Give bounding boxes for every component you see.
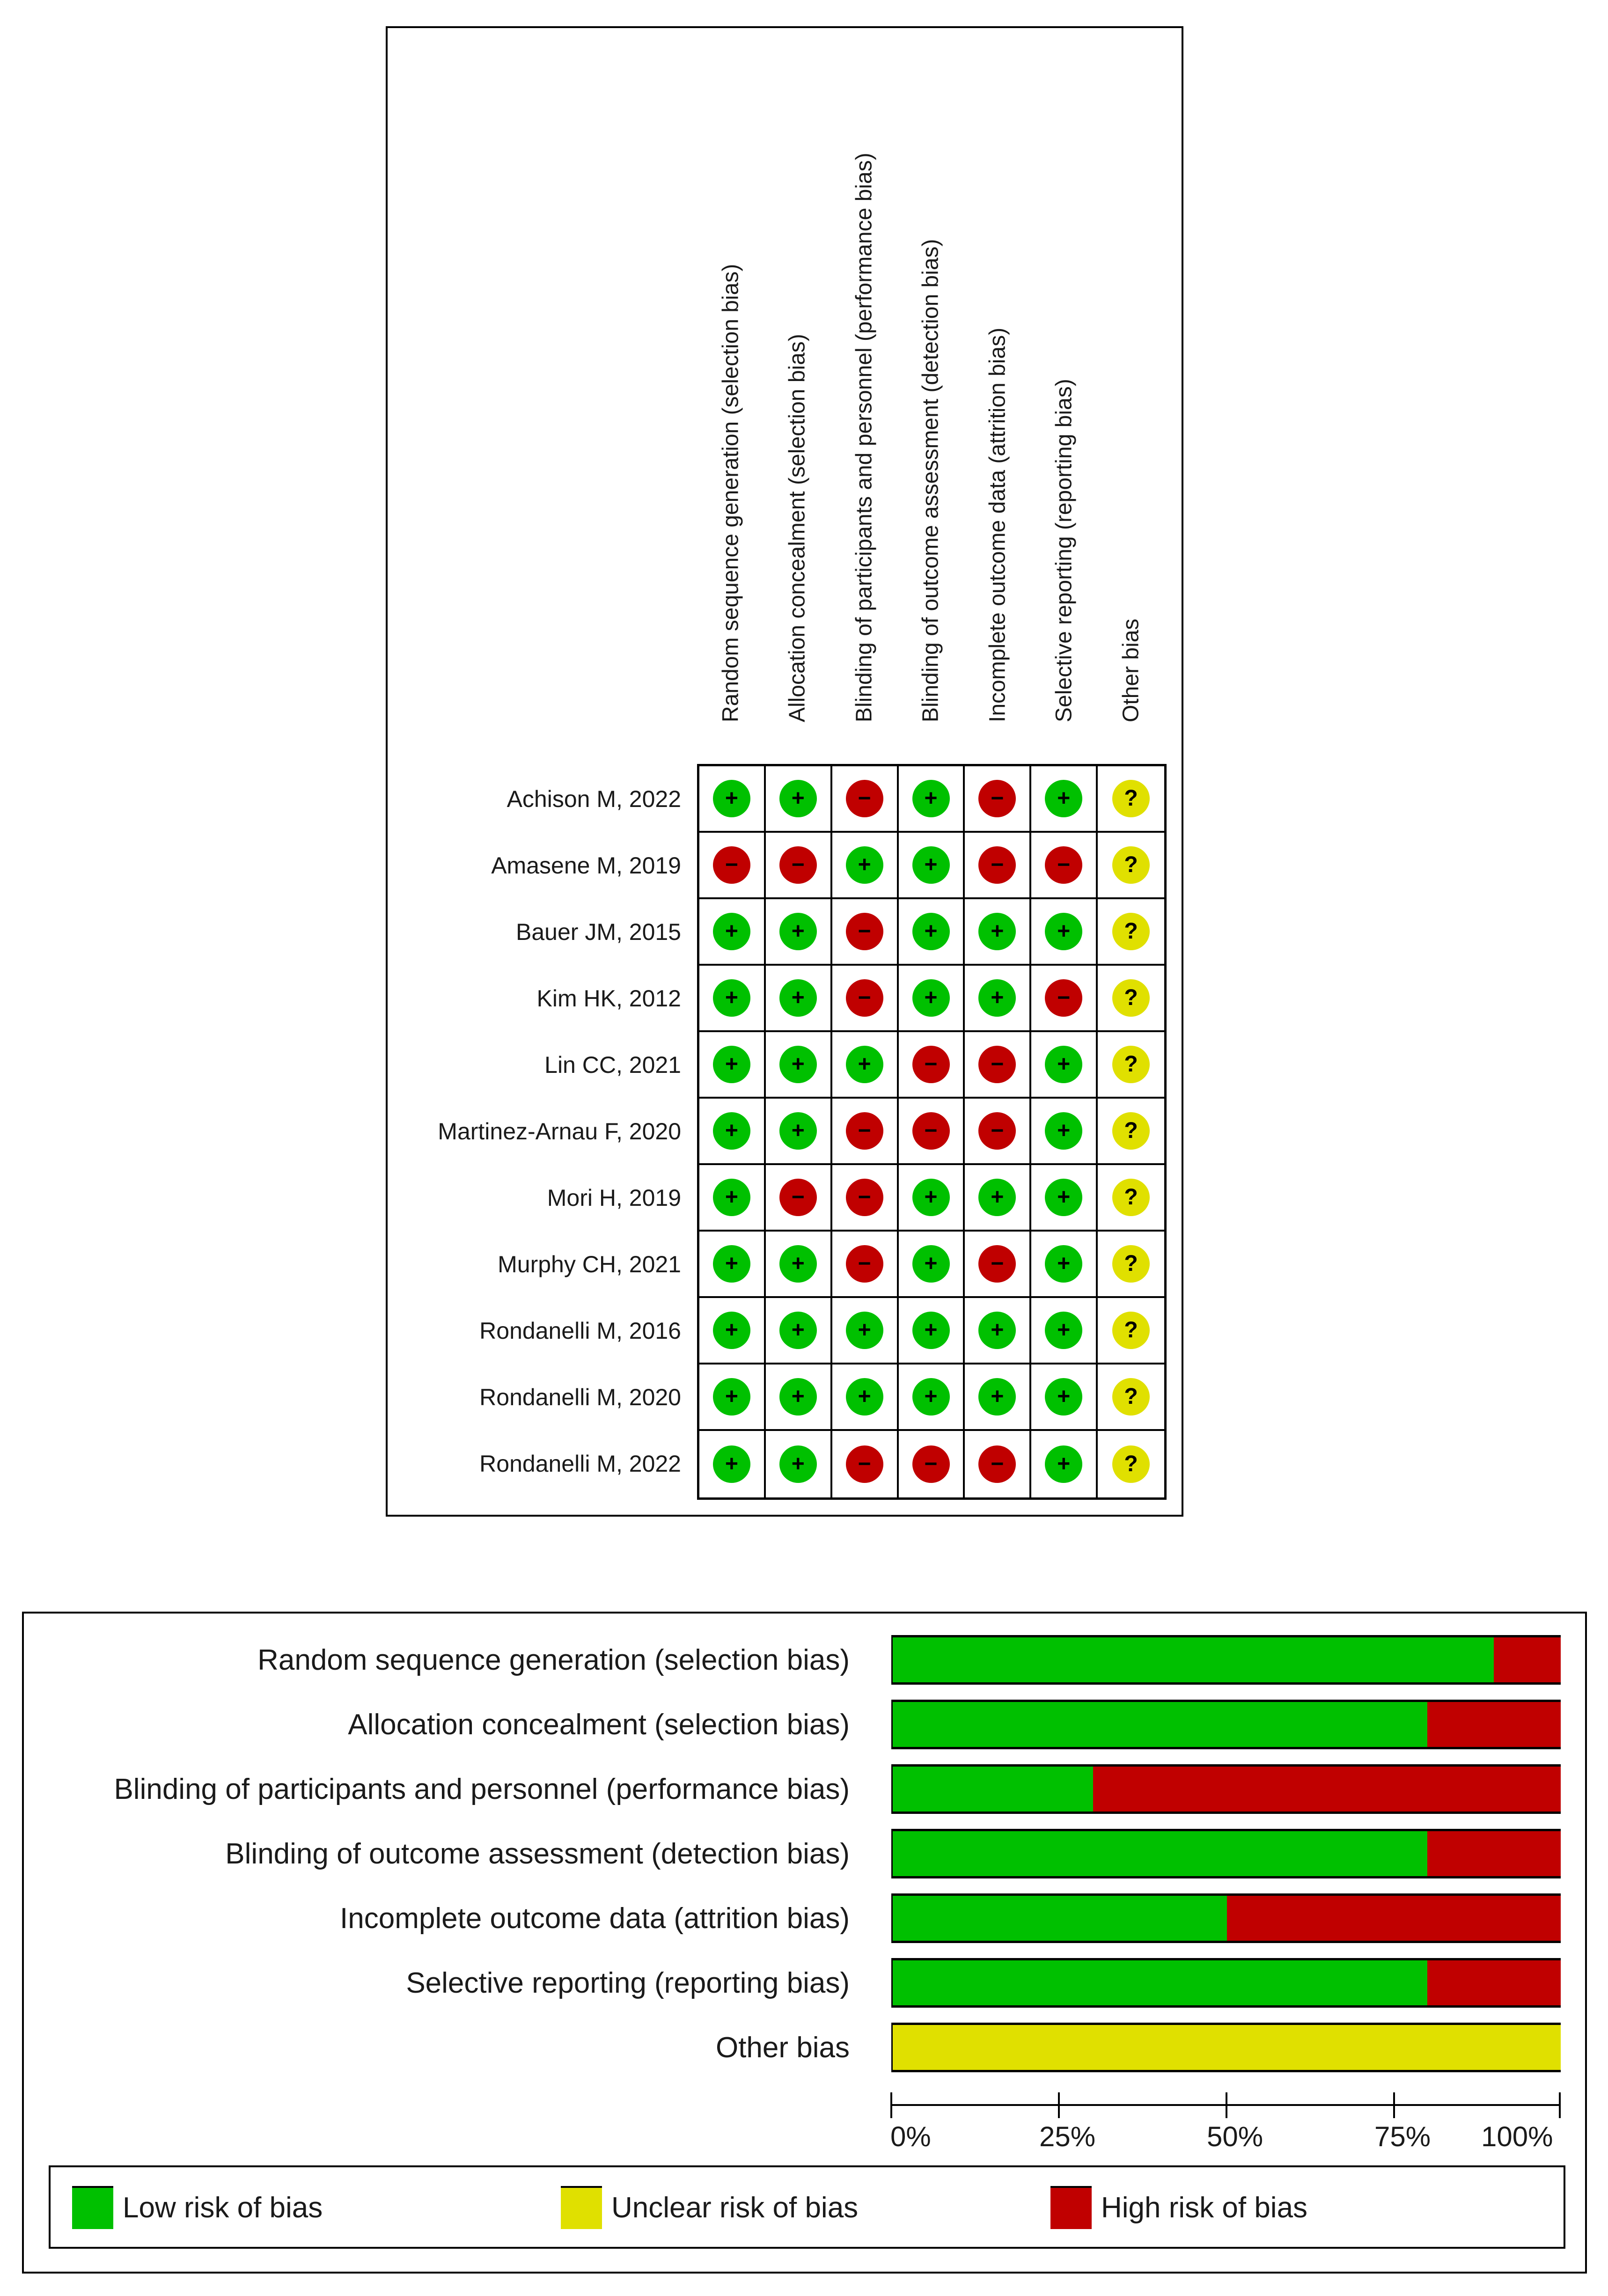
legend-item-high (1050, 2186, 1307, 2229)
low-risk-icon: + (978, 979, 1016, 1017)
unclear-risk-icon: ? (1112, 1245, 1150, 1283)
domain-header-label: Random sequence generation (selection bias) (718, 264, 743, 722)
bar-label: Blinding of participants and personnel (performance bias) (114, 1773, 850, 1805)
grid-cell (832, 1032, 899, 1099)
study-label: Mori H, 2019 (547, 1185, 681, 1211)
low-risk-icon: + (978, 913, 1016, 950)
study-label: Rondanelli M, 2022 (479, 1451, 681, 1477)
stacked-bar (891, 1700, 1561, 1749)
low-risk-swatch (72, 2186, 113, 2229)
unclear-risk-icon: ? (1112, 1378, 1150, 1416)
low-risk-icon: + (713, 1312, 750, 1349)
grid-cell (1098, 1032, 1164, 1099)
low-risk-icon: + (912, 1179, 950, 1216)
low-risk-icon: + (1045, 1245, 1082, 1283)
grid-cell (1098, 1099, 1164, 1165)
unclear-risk-icon: ? (1112, 780, 1150, 817)
high-risk-segment (1227, 1896, 1561, 1941)
low-risk-icon: + (779, 1445, 817, 1483)
grid-cell (899, 1232, 965, 1298)
grid-cell (699, 1364, 766, 1431)
low-risk-icon: + (1045, 780, 1082, 817)
low-risk-icon: + (912, 1312, 950, 1349)
grid-cell (832, 966, 899, 1032)
bar-label: Allocation concealment (selection bias) (348, 1709, 850, 1741)
grid-cell (766, 1232, 832, 1298)
grid-cell (766, 1099, 832, 1165)
x-tick-label: 50% (1207, 2121, 1263, 2152)
stacked-bar (891, 1958, 1561, 2008)
grid-cell (899, 1364, 965, 1431)
x-tick-label: 0% (890, 2121, 931, 2152)
grid-cell (965, 899, 1031, 966)
low-risk-icon: + (779, 913, 817, 950)
low-risk-icon: + (912, 1378, 950, 1416)
study-label: Bauer JM, 2015 (516, 919, 681, 945)
low-risk-icon: + (779, 1046, 817, 1083)
unclear-risk-icon: ? (1112, 913, 1150, 950)
low-risk-icon: + (978, 1378, 1016, 1416)
legend-item-low (72, 2186, 323, 2229)
grid-cell (899, 899, 965, 966)
grid-cell (899, 1165, 965, 1232)
low-risk-icon: + (978, 1179, 1016, 1216)
grid-cell (832, 1364, 899, 1431)
grid-cell (1098, 1232, 1164, 1298)
grid-cell (1098, 899, 1164, 966)
x-tick-label: 100% (1481, 2121, 1553, 2152)
domain-header (697, 26, 764, 761)
study-label: Achison M, 2022 (507, 786, 681, 812)
x-tick (1559, 2092, 1561, 2118)
high-risk-icon: − (846, 979, 883, 1017)
x-tick (1226, 2092, 1227, 2118)
study-label: Amasene M, 2019 (491, 852, 681, 879)
grid-cell (1031, 1298, 1098, 1364)
grid-cell (1031, 1032, 1098, 1099)
unclear-risk-icon: ? (1112, 1445, 1150, 1483)
legend-label-unclear: Unclear risk of bias (611, 2191, 859, 2224)
high-risk-icon: − (912, 1046, 950, 1083)
low-risk-icon: + (912, 846, 950, 884)
high-risk-icon: − (713, 846, 750, 884)
unclear-risk-segment (893, 2025, 1561, 2070)
domain-header (830, 26, 897, 761)
grid-cell (1031, 1165, 1098, 1232)
low-risk-icon: + (1045, 1445, 1082, 1483)
stacked-bar (891, 1829, 1561, 1878)
table-row (699, 1099, 1164, 1165)
grid-cell (965, 833, 1031, 899)
low-risk-icon: + (846, 1312, 883, 1349)
low-risk-icon: + (912, 780, 950, 817)
stacked-bar (891, 1893, 1561, 1943)
domain-header-label: Blinding of outcome assessment (detection bias) (918, 239, 943, 722)
low-risk-icon: + (1045, 1179, 1082, 1216)
high-risk-icon: − (846, 1245, 883, 1283)
grid-cell (832, 1431, 899, 1497)
x-tick-label: 25% (1039, 2121, 1096, 2152)
legend-item-unclear (561, 2186, 858, 2229)
legend (49, 2165, 1565, 2249)
stacked-bar (891, 1764, 1561, 1814)
table-row (699, 1364, 1164, 1431)
high-risk-icon: − (978, 1112, 1016, 1150)
low-risk-icon: + (912, 913, 950, 950)
low-risk-icon: + (779, 979, 817, 1017)
x-tick (890, 2092, 892, 2118)
grid-cell (766, 966, 832, 1032)
grid-cell (1031, 899, 1098, 966)
bar-label: Selective reporting (reporting bias) (406, 1967, 850, 1999)
high-risk-icon: − (846, 1179, 883, 1216)
grid-cell (1031, 1099, 1098, 1165)
low-risk-icon: + (713, 979, 750, 1017)
grid-cell (1098, 1298, 1164, 1364)
domain-headers (697, 26, 1165, 761)
low-risk-icon: + (713, 1245, 750, 1283)
high-risk-icon: − (846, 1445, 883, 1483)
high-risk-segment (1427, 1960, 1561, 2005)
risk-of-bias-grid (697, 764, 1167, 1500)
low-risk-segment (893, 1637, 1494, 1682)
domain-header (964, 26, 1031, 761)
domain-header-label: Selective reporting (reporting bias) (1051, 379, 1077, 722)
grid-cell (1031, 766, 1098, 833)
unclear-risk-icon: ? (1112, 1312, 1150, 1349)
bar-label: Incomplete outcome data (attrition bias) (340, 1902, 850, 1935)
high-risk-segment (1494, 1637, 1561, 1682)
x-tick (1058, 2092, 1060, 2118)
grid-cell (1098, 1431, 1164, 1497)
grid-cell (766, 1298, 832, 1364)
high-risk-icon: − (779, 1179, 817, 1216)
domain-header (897, 26, 964, 761)
grid-cell (1031, 833, 1098, 899)
low-risk-icon: + (713, 780, 750, 817)
unclear-risk-swatch (561, 2186, 602, 2229)
high-risk-segment (1427, 1831, 1561, 1876)
grid-cell (832, 1232, 899, 1298)
high-risk-swatch (1050, 2186, 1092, 2229)
low-risk-icon: + (1045, 913, 1082, 950)
grid-cell (766, 1165, 832, 1232)
domain-header (1031, 26, 1098, 761)
study-label: Lin CC, 2021 (544, 1052, 681, 1078)
grid-cell (699, 833, 766, 899)
high-risk-icon: − (978, 1245, 1016, 1283)
high-risk-icon: − (846, 1112, 883, 1150)
grid-cell (699, 1298, 766, 1364)
study-label: Rondanelli M, 2020 (479, 1384, 681, 1410)
grid-cell (899, 1099, 965, 1165)
grid-cell (832, 766, 899, 833)
grid-cell (965, 1364, 1031, 1431)
low-risk-icon: + (779, 780, 817, 817)
grid-cell (766, 1431, 832, 1497)
table-row (699, 1032, 1164, 1099)
low-risk-icon: + (779, 1245, 817, 1283)
grid-cell (899, 1032, 965, 1099)
grid-cell (965, 966, 1031, 1032)
table-row (699, 833, 1164, 899)
low-risk-icon: + (713, 1445, 750, 1483)
table-row (699, 1431, 1164, 1497)
domain-header (1097, 26, 1164, 761)
domain-header (764, 26, 831, 761)
table-row (699, 1298, 1164, 1364)
low-risk-icon: + (713, 1378, 750, 1416)
x-tick (1393, 2092, 1395, 2118)
grid-cell (899, 966, 965, 1032)
high-risk-icon: − (1045, 979, 1082, 1017)
study-label: Rondanelli M, 2016 (479, 1318, 681, 1344)
grid-cell (832, 1099, 899, 1165)
bar-label: Blinding of outcome assessment (detection bias) (225, 1838, 850, 1870)
grid-cell (1098, 966, 1164, 1032)
stacked-bar (891, 1635, 1561, 1685)
low-risk-segment (893, 1896, 1227, 1941)
high-risk-segment (1427, 1702, 1561, 1747)
high-risk-icon: − (978, 846, 1016, 884)
low-risk-icon: + (1045, 1312, 1082, 1349)
grid-cell (832, 899, 899, 966)
grid-cell (699, 1431, 766, 1497)
high-risk-icon: − (978, 780, 1016, 817)
low-risk-icon: + (978, 1312, 1016, 1349)
grid-cell (965, 1232, 1031, 1298)
low-risk-segment (893, 1767, 1093, 1812)
high-risk-icon: − (846, 780, 883, 817)
grid-cell (899, 1298, 965, 1364)
grid-cell (699, 1232, 766, 1298)
high-risk-icon: − (912, 1445, 950, 1483)
low-risk-icon: + (713, 913, 750, 950)
low-risk-icon: + (846, 1378, 883, 1416)
high-risk-icon: − (846, 913, 883, 950)
low-risk-icon: + (846, 846, 883, 884)
grid-cell (965, 1032, 1031, 1099)
study-label: Martinez-Arnau F, 2020 (438, 1118, 681, 1144)
x-tick-label: 75% (1374, 2121, 1431, 2152)
study-label: Kim HK, 2012 (536, 985, 681, 1012)
grid-cell (832, 1165, 899, 1232)
low-risk-icon: + (912, 979, 950, 1017)
stacked-bar (891, 2023, 1561, 2072)
grid-cell (1031, 1232, 1098, 1298)
grid-cell (899, 766, 965, 833)
low-risk-icon: + (713, 1046, 750, 1083)
grid-cell (699, 1099, 766, 1165)
grid-cell (766, 1032, 832, 1099)
low-risk-icon: + (779, 1378, 817, 1416)
grid-cell (1098, 833, 1164, 899)
grid-cell (832, 1298, 899, 1364)
grid-cell (899, 1431, 965, 1497)
domain-header-label: Blinding of participants and personnel (performance bias) (852, 153, 876, 722)
grid-cell (965, 1099, 1031, 1165)
grid-cell (899, 833, 965, 899)
unclear-risk-icon: ? (1112, 846, 1150, 884)
grid-cell (1031, 1364, 1098, 1431)
high-risk-segment (1093, 1767, 1561, 1812)
grid-cell (1098, 1165, 1164, 1232)
low-risk-icon: + (713, 1179, 750, 1216)
grid-cell (1098, 1364, 1164, 1431)
table-row (699, 1232, 1164, 1298)
low-risk-icon: + (846, 1046, 883, 1083)
grid-cell (699, 899, 766, 966)
grid-cell (766, 833, 832, 899)
grid-cell (1098, 766, 1164, 833)
low-risk-icon: + (912, 1245, 950, 1283)
high-risk-icon: − (912, 1112, 950, 1150)
grid-cell (699, 966, 766, 1032)
table-row (699, 1165, 1164, 1232)
low-risk-icon: + (779, 1312, 817, 1349)
table-row (699, 766, 1164, 833)
grid-cell (699, 1032, 766, 1099)
grid-cell (965, 1298, 1031, 1364)
study-label: Murphy CH, 2021 (498, 1251, 681, 1277)
low-risk-icon: + (713, 1112, 750, 1150)
legend-label-high: High risk of bias (1101, 2191, 1308, 2224)
grid-cell (766, 1364, 832, 1431)
grid-cell (766, 766, 832, 833)
low-risk-segment (893, 1960, 1427, 2005)
high-risk-icon: − (978, 1445, 1016, 1483)
grid-cell (699, 766, 766, 833)
unclear-risk-icon: ? (1112, 979, 1150, 1017)
grid-cell (766, 899, 832, 966)
bar-label: Other bias (715, 2032, 850, 2064)
low-risk-icon: + (1045, 1378, 1082, 1416)
table-row (699, 899, 1164, 966)
grid-cell (1031, 966, 1098, 1032)
low-risk-icon: + (1045, 1112, 1082, 1150)
domain-header-label: Other bias (1118, 618, 1143, 722)
grid-cell (965, 1165, 1031, 1232)
bar-label: Random sequence generation (selection bias) (257, 1644, 850, 1676)
grid-cell (965, 766, 1031, 833)
grid-cell (965, 1431, 1031, 1497)
unclear-risk-icon: ? (1112, 1112, 1150, 1150)
unclear-risk-icon: ? (1112, 1046, 1150, 1083)
low-risk-icon: + (779, 1112, 817, 1150)
table-row (699, 966, 1164, 1032)
grid-cell (1031, 1431, 1098, 1497)
high-risk-icon: − (1045, 846, 1082, 884)
low-risk-segment (893, 1702, 1427, 1747)
low-risk-icon: + (1045, 1046, 1082, 1083)
grid-cell (699, 1165, 766, 1232)
unclear-risk-icon: ? (1112, 1179, 1150, 1216)
domain-header-label: Allocation concealment (selection bias) (785, 334, 810, 722)
high-risk-icon: − (779, 846, 817, 884)
legend-label-low: Low risk of bias (123, 2191, 323, 2224)
low-risk-segment (893, 1831, 1427, 1876)
domain-header-label: Incomplete outcome data (attrition bias) (985, 327, 1010, 722)
high-risk-icon: − (978, 1046, 1016, 1083)
grid-cell (832, 833, 899, 899)
